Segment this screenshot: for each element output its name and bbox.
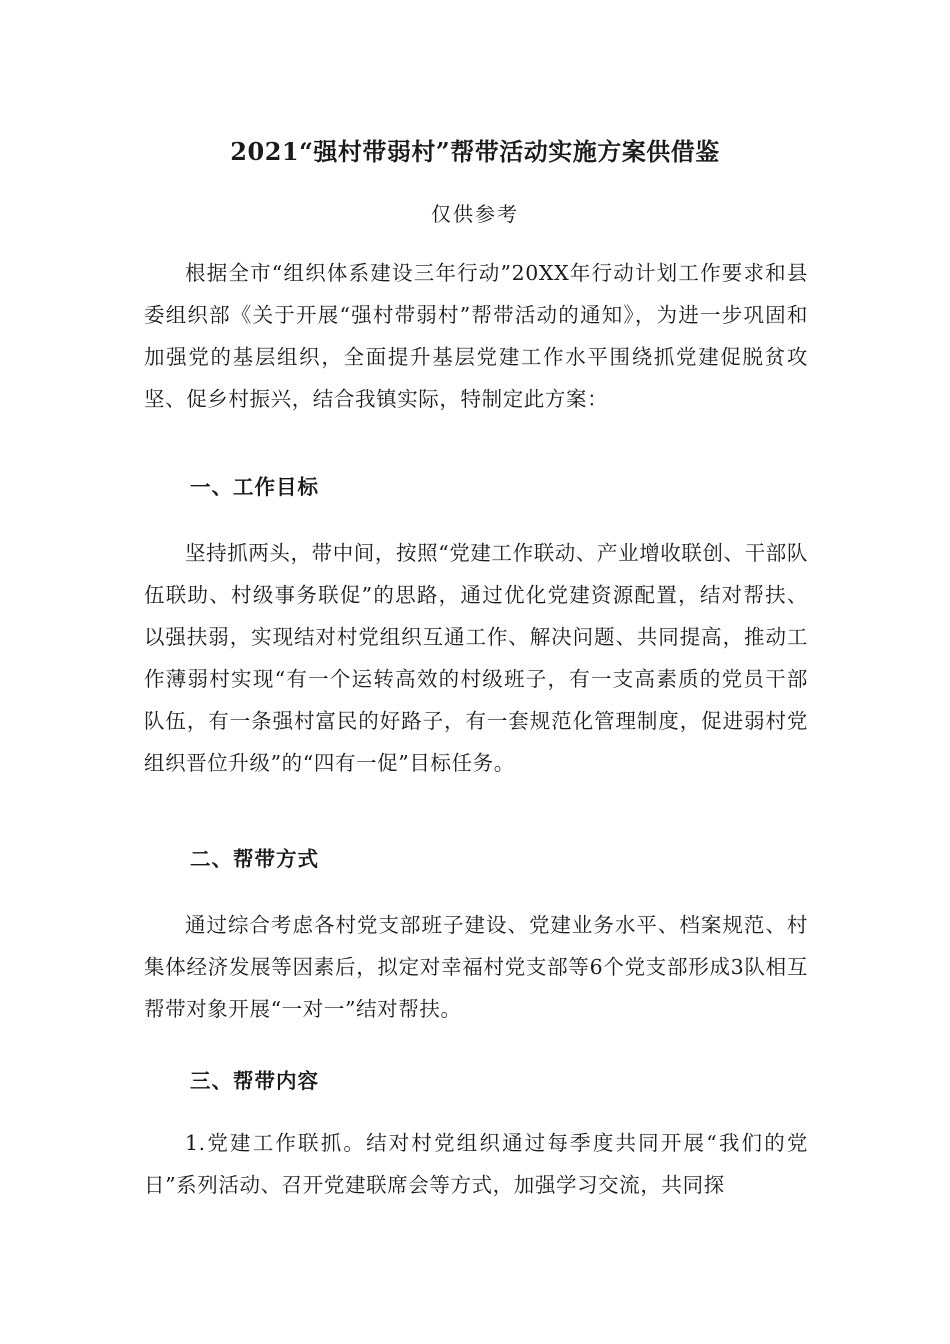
intro-paragraph: 根据全市“组织体系建设三年行动”20XX年行动计划工作要求和县委组织部《关于开展“强村带弱村”帮带活动的通知》，为进一步巩固和加强党的基层组织，全面提升基层党建工作水平围绕抓党建促脱贫攻坚、促乡村振兴，结合我镇实际，特制定此方案：	[144, 261, 808, 411]
document-subtitle: 仅供参考	[431, 202, 519, 226]
section-heading-method: 二、帮带方式	[190, 847, 319, 871]
section-body-method: 通过综合考虑各村党支部班子建设、党建业务水平、档案规范、村集体经济发展等因素后，拟定对幸福村党支部等6个党支部形成3队相互帮带对象开展“一对一”结对帮扶。	[144, 913, 808, 1021]
document-title: 2021“强村带弱村”帮带活动实施方案供借鉴	[230, 137, 720, 166]
section-heading-content: 三、帮带内容	[190, 1069, 319, 1093]
section-heading-goals: 一、工作目标	[190, 475, 319, 499]
section-body-content: 1.党建工作联抓。结对村党组织通过每季度共同开展“我们的党日”系列活动、召开党建联席会等方式，加强学习交流，共同探	[144, 1131, 808, 1197]
section-body-goals: 坚持抓两头，带中间，按照“党建工作联动、产业增收联创、干部队伍联助、村级事务联促”的思路，通过优化党建资源配置，结对帮扶、以强扶弱，实现结对村党组织互通工作、解决问题、共同提高，推动工作薄弱村实现“有一个运转高效的村级班子，有一支高素质的党员干部队伍，有一条强村富民的好路子，有一套规范化管理制度，促进弱村党组织晋位升级”的“四有一促”目标任务。	[144, 541, 808, 775]
